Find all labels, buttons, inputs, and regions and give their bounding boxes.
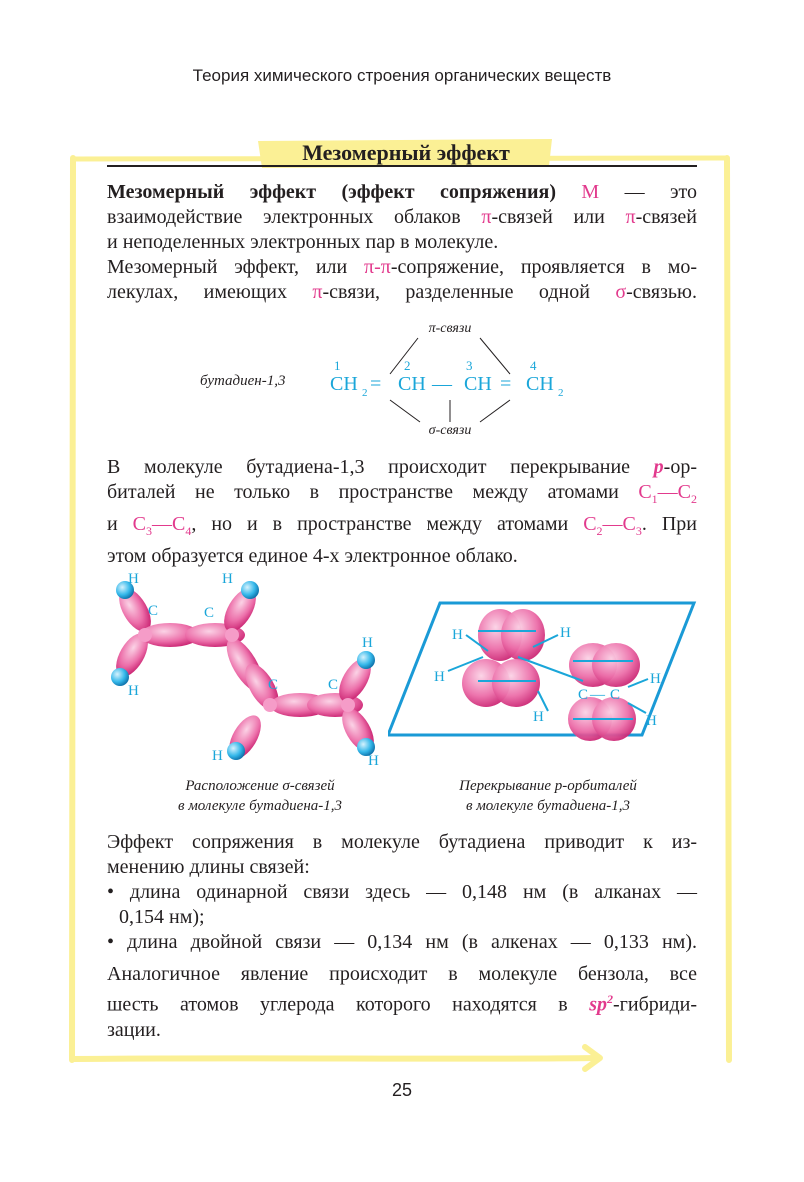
h-label: H (212, 748, 223, 764)
overlap-line-4: этом образуется единое 4-х электронное облако. (107, 545, 518, 567)
c-symbol: C (638, 481, 652, 503)
text-fragment: Мезомерный эффект, или (107, 256, 365, 278)
sub: 2 (691, 492, 697, 506)
caption-line: в молекуле бутадиена-1,3 (465, 798, 631, 814)
c-label: C (148, 603, 159, 619)
atom-number-2: 2 (404, 358, 411, 373)
text-fragment: -связью. (626, 281, 697, 303)
c-label: C (578, 687, 589, 703)
definition-line-1 (107, 180, 697, 205)
text-fragment: биталей не только в пространстве между атомами (107, 481, 639, 503)
sub-2: 2 (362, 387, 368, 399)
h-label: H (646, 713, 657, 729)
c1-c2 (638, 481, 697, 506)
caption-line: Расположение σ-связей (185, 778, 335, 794)
text-fragment: . При (641, 513, 697, 535)
text-fragment: -связей (635, 206, 697, 228)
sigma-bonds-figure (100, 565, 400, 775)
c-symbol: C (622, 513, 636, 535)
text-fragment: В молекуле бутадиена-1,3 происходит перекрывание (107, 456, 654, 478)
single-bond: — (432, 373, 452, 395)
formula-label: бутадиен-1,3 (200, 373, 286, 389)
sub: 4 (185, 524, 192, 538)
group-ch2-1: CH (330, 373, 358, 395)
c-label: C (328, 677, 339, 693)
text-fragment: -сопряжение, проявляется в мо- (390, 256, 698, 278)
definition-line-4 (107, 255, 697, 280)
running-head: Теория химического строения органических веществ (192, 66, 612, 85)
sigma-bonds-label: σ-связи (428, 423, 472, 438)
page-number: 25 (391, 1080, 413, 1100)
sp-superscript: 2 (607, 992, 614, 1006)
h-label: H (434, 669, 445, 685)
definition-line-5 (107, 280, 697, 305)
sigma-symbol: σ (615, 281, 627, 303)
c-label: C (204, 605, 215, 621)
effect-paragraph (107, 830, 697, 955)
benzene-paragraph (107, 962, 697, 1043)
bullet-double-bond: • длина двойной связи — 0,134 нм (в алкенах — 0,133 нм). (107, 931, 697, 953)
h-label: H (222, 571, 233, 587)
definition-line-3: и неподеленных электронных пар в молекуле. (107, 231, 499, 253)
bullet-single-bond: • длина одинарной связи здесь — 0,148 нм (в алканах — (107, 881, 697, 903)
h-label: H (128, 571, 139, 587)
double-bond: = (500, 373, 512, 395)
text-fragment: взаимодействие электронных облаков (107, 206, 482, 228)
atom-number-1: 1 (334, 358, 341, 373)
definition-paragraph (107, 180, 697, 305)
left-figure-caption (120, 776, 400, 816)
overlap-line-1 (107, 455, 697, 480)
caption-line: Перекрывание p-орбиталей (459, 778, 637, 794)
sub: 3 (635, 524, 642, 538)
benzene-line-2 (107, 987, 697, 1018)
effect-line-1: Эффект сопряжения в молекуле бутадиена приводит к из- (107, 831, 697, 853)
dash: — (152, 513, 173, 535)
bullet-single-bond-cont: 0,154 нм); (119, 906, 205, 928)
text-fragment: -ор- (663, 456, 697, 478)
h-label: H (560, 625, 571, 641)
pi-bonds-label: π-связи (428, 321, 472, 336)
c-symbol: C (132, 513, 147, 535)
dash: — (602, 513, 623, 535)
p-symbol: p (653, 456, 664, 478)
c-symbol: C (172, 513, 186, 535)
right-figure-caption (408, 776, 688, 816)
atom-number-4: 4 (530, 358, 537, 373)
sub: 3 (146, 524, 153, 538)
text-fragment: , но и в пространстве между атомами (191, 513, 584, 535)
h-label: H (533, 709, 544, 725)
benzene-line-1: Аналогичное явление происходит в молекуле бензола, все (107, 963, 697, 985)
sub: 2 (596, 524, 603, 538)
definition-line-2 (107, 205, 697, 230)
double-bond: = (370, 373, 382, 395)
caption-line: в молекуле бутадиена-1,3 (177, 798, 343, 814)
text-fragment: и (107, 513, 133, 535)
h-label: H (650, 671, 661, 687)
carbon-atom-4 (307, 651, 380, 757)
overlap-line-3 (107, 512, 697, 544)
c-label: C (268, 677, 279, 693)
c2-c3 (583, 513, 642, 538)
sub: 1 (651, 492, 658, 506)
sp-symbol: sp (589, 993, 608, 1016)
h-label: H (362, 635, 373, 651)
pi-pi-symbol: π-π (364, 256, 391, 278)
overlap-line-2 (107, 480, 697, 512)
benzene-line-3: зации. (107, 1018, 161, 1041)
pi-symbol: π (625, 206, 636, 228)
group-ch-3: CH (464, 373, 492, 395)
overlap-paragraph (107, 455, 697, 569)
c-symbol: C (583, 513, 597, 535)
h-label: H (128, 683, 139, 699)
definition-term: Мезомерный эффект (эффект сопряжения) (107, 181, 556, 203)
text-fragment: -связей или (491, 206, 626, 228)
c3-c4 (132, 513, 192, 538)
sub-2: 2 (558, 387, 564, 399)
dash: — (657, 481, 678, 503)
effect-symbol: M (581, 181, 600, 203)
text-fragment: — это (624, 181, 698, 203)
group-ch-2: CH (398, 373, 426, 395)
butadiene-formula (320, 316, 580, 440)
bond-dash: — (590, 687, 605, 703)
text-fragment: шесть атомов углерода которого находятся в (107, 993, 590, 1016)
pi-symbol: π (312, 281, 323, 303)
h-label: H (452, 627, 463, 643)
pi-symbol: π (481, 206, 492, 228)
text-fragment: лекулах, имеющих (107, 281, 313, 303)
atom-number-3: 3 (466, 358, 473, 373)
group-ch2-4: CH (526, 373, 554, 395)
effect-line-2: менению длины связей: (107, 856, 310, 878)
text-fragment: -связи, разделенные одной (322, 281, 616, 303)
c-label: C (610, 687, 621, 703)
c-symbol: C (677, 481, 691, 503)
p-orbital-figure (388, 595, 708, 745)
h-label: H (368, 753, 379, 769)
text-fragment: -гибриди- (613, 993, 697, 1016)
section-title: Мезомерный эффект (302, 140, 510, 165)
